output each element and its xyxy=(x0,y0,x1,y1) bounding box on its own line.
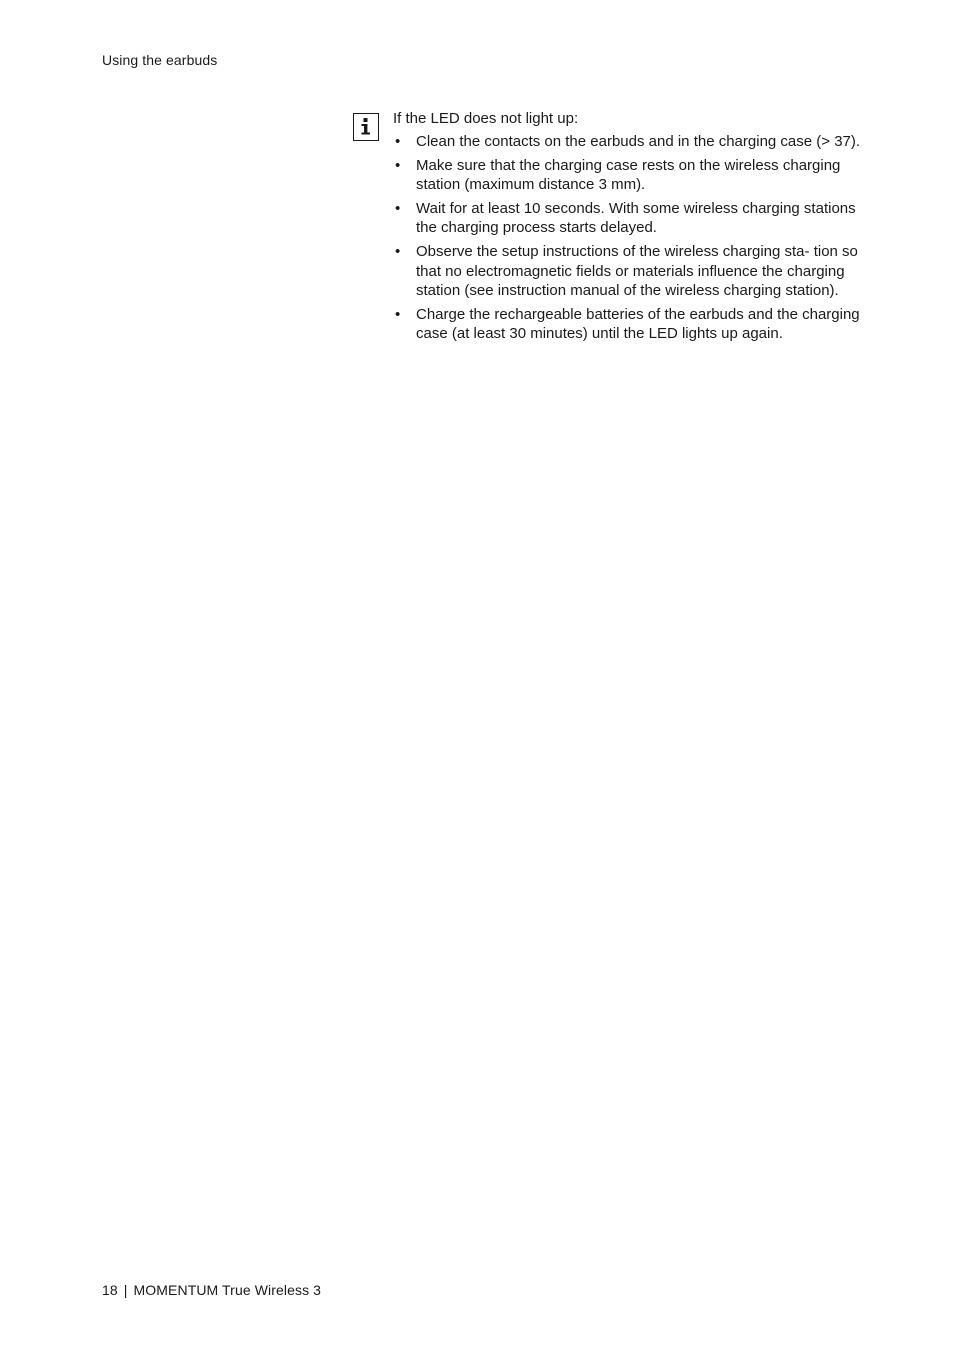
list-item-text: Make sure that the charging case rests on the wireless charging station (maximum distance 3 mm). xyxy=(416,157,841,194)
page-number: 18 xyxy=(102,1282,118,1298)
product-name: MOMENTUM True Wireless 3 xyxy=(133,1282,322,1298)
footer-separator: | xyxy=(123,1282,128,1298)
info-icon xyxy=(353,113,379,141)
bullet-icon: • xyxy=(395,305,401,323)
note-intro: If the LED does not light up: xyxy=(393,110,579,127)
page-section-title: Using the earbuds xyxy=(102,52,218,68)
list-item-text: Wait for at least 10 seconds. With some wireless charging stations the charging process starts delayed. xyxy=(416,200,856,237)
list-item xyxy=(393,199,863,238)
page-footer xyxy=(102,1282,321,1298)
list-item xyxy=(393,305,863,344)
list-item-text: Charge the rechargeable batteries of the earbuds and the charging case (at least 30 minutes) until the LED lights up again. xyxy=(416,305,860,342)
list-item xyxy=(393,132,863,151)
bullet-icon: • xyxy=(395,243,401,261)
bullet-icon: • xyxy=(395,157,401,175)
note-bullet-list xyxy=(393,132,863,343)
list-item-text: Clean the contacts on the earbuds and in the charging case (> 37). xyxy=(416,133,861,151)
list-item xyxy=(393,242,863,300)
list-item-text: Observe the setup instructions of the wireless charging sta- tion so that no electromagnetic fields or materials influence the charging station (see instruction manual of the wireless charging station). xyxy=(416,243,858,299)
list-item xyxy=(393,156,863,195)
bullet-icon: • xyxy=(395,133,401,151)
note-block xyxy=(393,109,863,348)
bullet-icon: • xyxy=(395,200,401,218)
